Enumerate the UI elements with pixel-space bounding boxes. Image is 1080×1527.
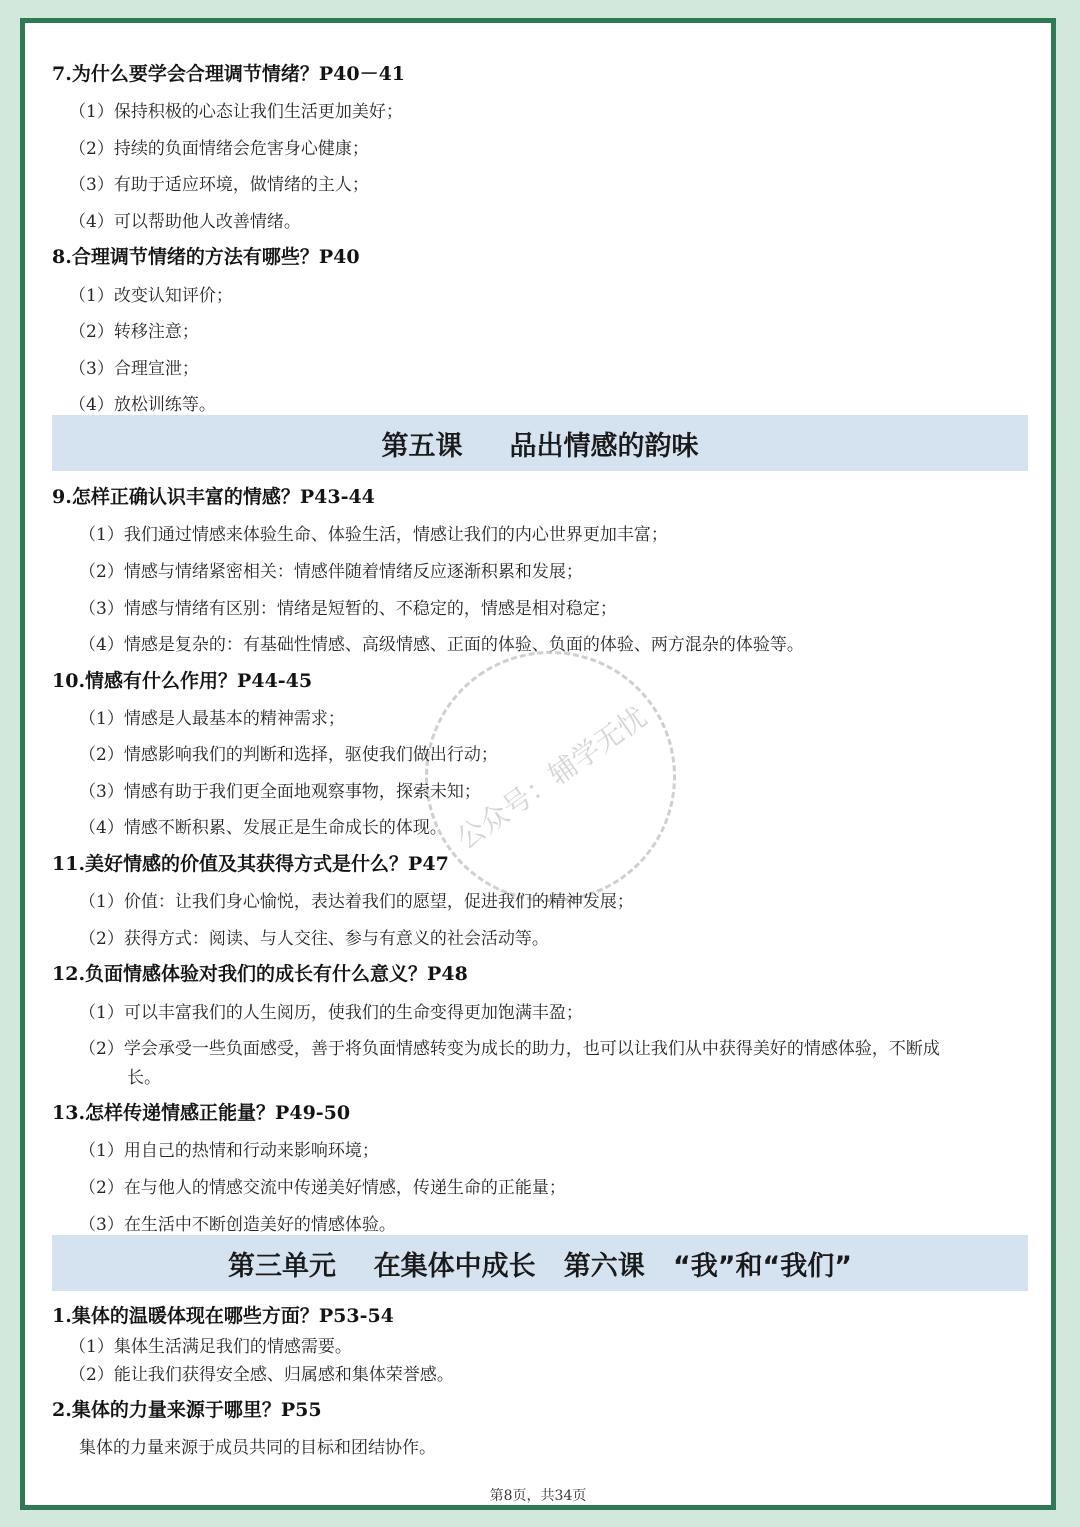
question-9-item: （4）情感是复杂的：有基础性情感、高级情感、正面的体验、负面的体验、两方混杂的体验等。 — [79, 635, 804, 655]
question-7-item: （4）可以帮助他人改善情绪。 — [69, 212, 301, 232]
question-8-item: （4）放松训练等。 — [69, 395, 216, 415]
lesson-5-banner: 第五课 品出情感的韵味 — [52, 415, 1028, 471]
question-8-item: （2）转移注意； — [69, 322, 199, 342]
question-7-item: （3）有助于适应环境，做情绪的主人； — [69, 175, 369, 195]
question-13-item: （3）在生活中不断创造美好的情感体验。 — [79, 1215, 396, 1235]
question-11-title: 11.美好情感的价值及其获得方式是什么？P47 — [52, 853, 449, 875]
question-13-item: （2）在与他人的情感交流中传递美好情感，传递生命的正能量； — [79, 1178, 566, 1198]
question-12-title: 12.负面情感体验对我们的成长有什么意义？P48 — [52, 963, 468, 985]
question-11-item: （1）价值：让我们身心愉悦，表达着我们的愿望，促进我们的精神发展； — [79, 892, 634, 912]
question-8-title: 8.合理调节情绪的方法有哪些？P40 — [52, 246, 360, 268]
question-8-item: （1）改变认知评价； — [69, 286, 233, 306]
question-10-item: （3）情感有助于我们更全面地观察事物，探索未知； — [79, 782, 481, 802]
unit-3-banner: 第三单元 在集体中成长 第六课 “我”和“我们” — [52, 1235, 1028, 1291]
question-9-item: （3）情感与情绪有区别：情绪是短暂的、不稳定的，情感是相对稳定； — [79, 599, 617, 619]
watermark-text: 公众号：辅学无忧 — [450, 699, 653, 856]
unit-3-question-2-text: 集体的力量来源于成员共同的目标和团结协作。 — [79, 1438, 436, 1458]
question-13-item: （1）用自己的热情和行动来影响环境； — [79, 1141, 379, 1161]
page-frame — [20, 18, 1056, 1510]
question-10-item: （1）情感是人最基本的精神需求； — [79, 709, 345, 729]
question-13-title: 13.怎样传递情感正能量？P49-50 — [52, 1102, 351, 1124]
question-12-item-continued — [79, 1063, 161, 1088]
question-10-item: （2）情感影响我们的判断和选择，驱使我们做出行动； — [79, 745, 498, 765]
question-7-item: （1）保持积极的心态让我们生活更加美好； — [69, 102, 403, 122]
question-7-item: （2）持续的负面情绪会危害身心健康； — [69, 139, 369, 159]
question-9-item: （2）情感与情绪紧密相关：情感伴随着情绪反应逐渐积累和发展； — [79, 562, 583, 582]
question-9-item: （1）我们通过情感来体验生命、体验生活，情感让我们的内心世界更加丰富； — [79, 525, 668, 545]
question-8-item: （3）合理宣泄； — [69, 359, 199, 379]
question-7-title: 7.为什么要学会合理调节情绪？P40－41 — [52, 63, 406, 85]
unit-3-question-1-title: 1.集体的温暖体现在哪些方面？P53-54 — [52, 1305, 394, 1327]
page-content — [25, 23, 1051, 1505]
question-12-item-continued-text: 长。 — [127, 1068, 161, 1088]
unit-3-question-1-item: （1）集体生活满足我们的情感需要。 — [69, 1337, 352, 1357]
question-9-title: 9.怎样正确认识丰富的情感？P43-44 — [52, 486, 375, 508]
question-12-item: （2）学会承受一些负面感受，善于将负面情感转变为成长的助力，也可以让我们从中获得美好的情感体验，不断成 — [79, 1039, 940, 1059]
question-11-item: （2）获得方式：阅读、与人交往、参与有意义的社会活动等。 — [79, 929, 549, 949]
unit-3-question-2-title: 2.集体的力量来源于哪里？P55 — [52, 1399, 322, 1421]
question-10-item: （4）情感不断积累、发展正是生命成长的体现。 — [79, 818, 447, 838]
question-10-title: 10.情感有什么作用？P44-45 — [52, 670, 313, 692]
page-number: 第8页，共34页 — [489, 1488, 587, 1504]
unit-3-question-1-item: （2）能让我们获得安全感、归属感和集体荣誉感。 — [69, 1365, 454, 1385]
question-12-item: （1）可以丰富我们的人生阅历，使我们的生命变得更加饱满丰盈； — [79, 1003, 583, 1023]
